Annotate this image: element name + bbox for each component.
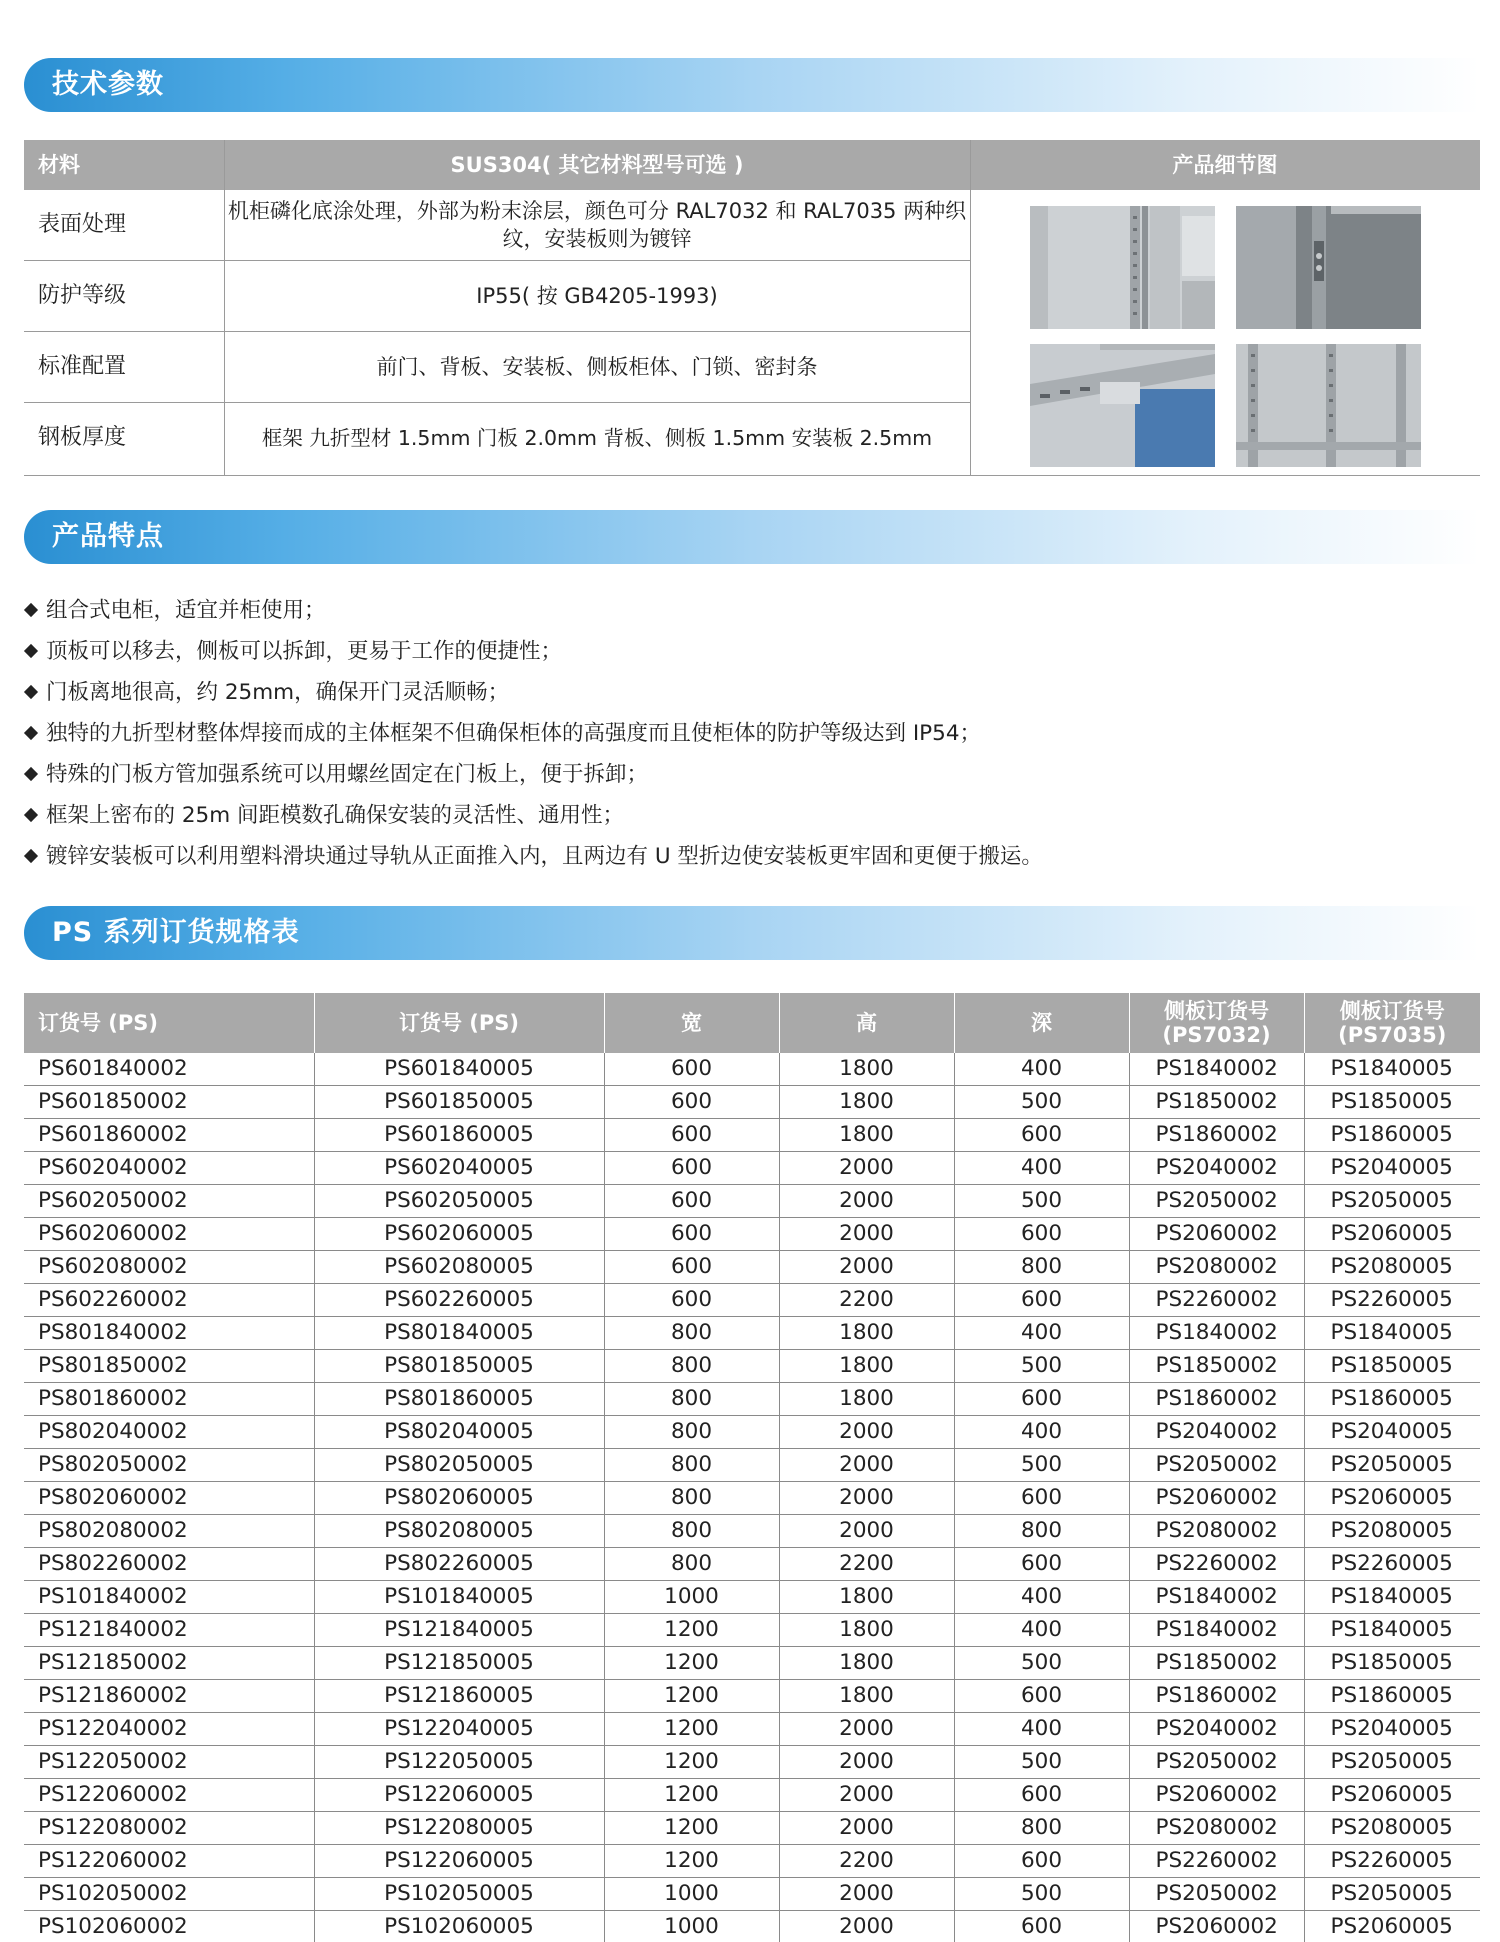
table-cell: PS122050002 (24, 1746, 314, 1779)
spec-row-label: 表面处理 (38, 212, 127, 237)
spec-row-value: 机柜磷化底涂处理，外部为粉末涂层，颜色可分 RAL7032 和 RAL7035 两种织纹，安装板则为镀锌 (227, 199, 967, 251)
spec-row (24, 190, 970, 261)
table-cell: PS2260002 (1129, 1284, 1304, 1317)
section-title: 技术参数 (52, 69, 164, 100)
table-cell: PS122060002 (24, 1845, 314, 1878)
feature-list (26, 590, 1466, 877)
table-row (24, 1317, 1480, 1350)
list-item: 特殊的门板方管加强系统可以用螺丝固定在门板上，便于拆卸； (26, 754, 1466, 795)
table-row (24, 1746, 1480, 1779)
table-cell: PS1840005 (1304, 1053, 1480, 1086)
table-cell: 500 (954, 1449, 1129, 1482)
table-cell: PS101840005 (314, 1581, 604, 1614)
table-row (24, 1152, 1480, 1185)
divider (970, 140, 971, 476)
table-cell: 400 (954, 1152, 1129, 1185)
table-cell: PS122080005 (314, 1812, 604, 1845)
table-cell: PS801850002 (24, 1350, 314, 1383)
table-cell: 500 (954, 1647, 1129, 1680)
table-cell: 600 (954, 1383, 1129, 1416)
table-cell: 2000 (779, 1812, 954, 1845)
table-row (24, 1350, 1480, 1383)
table-cell: 800 (604, 1548, 779, 1581)
table-cell: PS2080005 (1304, 1515, 1480, 1548)
table-cell: PS601840005 (314, 1053, 604, 1086)
list-item: 独特的九折型材整体焊接而成的主体框架不但确保柜体的高强度而且使柜体的防护等级达到 IP54； (26, 713, 1466, 754)
table-cell: PS102050002 (24, 1878, 314, 1911)
table-cell: 400 (954, 1614, 1129, 1647)
table-cell: PS1850002 (1129, 1086, 1304, 1119)
table-row (24, 1614, 1480, 1647)
table-cell: 2000 (779, 1779, 954, 1812)
spec-row-value: IP55( 按 GB4205-1993) (476, 284, 718, 308)
table-cell: 400 (954, 1317, 1129, 1350)
table-cell: PS2050002 (1129, 1746, 1304, 1779)
table-cell: 500 (954, 1185, 1129, 1218)
table-cell: PS121850005 (314, 1647, 604, 1680)
list-item: 门板离地很高，约 25mm，确保开门灵活顺畅； (26, 672, 1466, 713)
table-row (24, 1218, 1480, 1251)
table-cell: PS2050005 (1304, 1185, 1480, 1218)
table-cell: 2000 (779, 1251, 954, 1284)
section-banner-order (24, 906, 1480, 960)
table-cell: 2000 (779, 1218, 954, 1251)
table-cell: PS1860005 (1304, 1119, 1480, 1152)
table-cell: PS1840002 (1129, 1614, 1304, 1647)
table-cell: PS1860002 (1129, 1119, 1304, 1152)
table-cell: 600 (954, 1284, 1129, 1317)
table-row (24, 1482, 1480, 1515)
table-cell: PS802040005 (314, 1416, 604, 1449)
table-cell: 800 (954, 1251, 1129, 1284)
table-cell: PS122040002 (24, 1713, 314, 1746)
table-cell: PS601860005 (314, 1119, 604, 1152)
table-cell: 500 (954, 1350, 1129, 1383)
table-row (24, 1911, 1480, 1942)
table-cell: PS2080002 (1129, 1812, 1304, 1845)
table-row (24, 1086, 1480, 1119)
table-row (24, 1845, 1480, 1878)
section-title: PS 系列订货规格表 (52, 917, 300, 948)
table-cell: PS122040005 (314, 1713, 604, 1746)
diamond-bullet-icon (24, 644, 38, 658)
section-title: 产品特点 (52, 521, 164, 552)
table-cell: PS2060005 (1304, 1911, 1480, 1942)
table-cell: PS802060002 (24, 1482, 314, 1515)
column-header: 侧板订货号 (PS7035) (1304, 993, 1480, 1053)
spec-table (24, 140, 1480, 476)
table-cell: 800 (604, 1482, 779, 1515)
table-cell: 800 (604, 1383, 779, 1416)
column-header: 订货号 (PS) (314, 993, 604, 1053)
list-item: 镀锌安装板可以利用塑料滑块通过导轨从正面推入内，且两边有 U 型折边使安装板更牢固和更便于搬运。 (26, 836, 1466, 877)
table-cell: PS2060005 (1304, 1482, 1480, 1515)
table-cell: 500 (954, 1746, 1129, 1779)
table-cell: PS1850002 (1129, 1350, 1304, 1383)
table-cell: 2200 (779, 1845, 954, 1878)
table-cell: PS1840002 (1129, 1581, 1304, 1614)
table-cell: 1200 (604, 1647, 779, 1680)
table-cell: 2000 (779, 1878, 954, 1911)
table-cell: 800 (604, 1416, 779, 1449)
table-row (24, 1647, 1480, 1680)
table-cell: 1200 (604, 1680, 779, 1713)
table-cell: PS121850002 (24, 1647, 314, 1680)
table-cell: PS1840002 (1129, 1317, 1304, 1350)
table-cell: 1800 (779, 1581, 954, 1614)
table-cell: 600 (954, 1218, 1129, 1251)
table-cell: PS802040002 (24, 1416, 314, 1449)
table-cell: 1800 (779, 1647, 954, 1680)
table-cell: PS1840005 (1304, 1581, 1480, 1614)
spec-row (24, 261, 970, 332)
table-cell: PS801850005 (314, 1350, 604, 1383)
table-cell: PS602260005 (314, 1284, 604, 1317)
table-row (24, 1383, 1480, 1416)
table-cell: PS2040005 (1304, 1152, 1480, 1185)
table-cell: 1200 (604, 1845, 779, 1878)
table-cell: PS601850005 (314, 1086, 604, 1119)
diamond-bullet-icon (24, 849, 38, 863)
table-cell: PS2260005 (1304, 1845, 1480, 1878)
table-cell: 1200 (604, 1812, 779, 1845)
table-row (24, 1878, 1480, 1911)
table-cell: 1200 (604, 1614, 779, 1647)
table-cell: 1800 (779, 1383, 954, 1416)
table-cell: PS602080002 (24, 1251, 314, 1284)
table-cell: 600 (604, 1284, 779, 1317)
table-cell: PS602040002 (24, 1152, 314, 1185)
table-cell: PS1860005 (1304, 1383, 1480, 1416)
table-cell: PS802260002 (24, 1548, 314, 1581)
table-cell: PS122060005 (314, 1779, 604, 1812)
table-cell: PS122050005 (314, 1746, 604, 1779)
table-cell: 1800 (779, 1680, 954, 1713)
list-item: 顶板可以移去，侧板可以拆卸，更易于工作的便捷性； (26, 631, 1466, 672)
table-cell: PS2060002 (1129, 1482, 1304, 1515)
table-cell: 1800 (779, 1086, 954, 1119)
section-banner-features (24, 510, 1480, 564)
table-cell: 400 (954, 1053, 1129, 1086)
table-cell: 1000 (604, 1581, 779, 1614)
spec-row (24, 332, 970, 403)
table-cell: 600 (954, 1779, 1129, 1812)
table-cell: PS802060005 (314, 1482, 604, 1515)
table-cell: PS2040002 (1129, 1152, 1304, 1185)
table-cell: 800 (954, 1812, 1129, 1845)
table-cell: 500 (954, 1878, 1129, 1911)
product-detail-image (1030, 206, 1215, 329)
table-cell: PS1840005 (1304, 1614, 1480, 1647)
table-cell: 2000 (779, 1713, 954, 1746)
table-cell: PS2050002 (1129, 1449, 1304, 1482)
table-cell: PS2040005 (1304, 1416, 1480, 1449)
table-cell: 800 (604, 1449, 779, 1482)
table-cell: PS2060002 (1129, 1911, 1304, 1942)
table-cell: 600 (604, 1086, 779, 1119)
table-cell: PS121860005 (314, 1680, 604, 1713)
table-row (24, 1251, 1480, 1284)
table-cell: PS601840002 (24, 1053, 314, 1086)
table-cell: PS2260005 (1304, 1284, 1480, 1317)
table-row (24, 1449, 1480, 1482)
table-cell: PS802260005 (314, 1548, 604, 1581)
table-cell: PS1850005 (1304, 1350, 1480, 1383)
table-cell: 600 (954, 1911, 1129, 1942)
table-cell: PS2060005 (1304, 1218, 1480, 1251)
spec-row-value: 前门、背板、安装板、侧板柜体、门锁、密封条 (376, 355, 818, 379)
spec-header (24, 140, 1480, 190)
table-cell: PS1860005 (1304, 1680, 1480, 1713)
diamond-bullet-icon (24, 726, 38, 740)
table-cell: PS602260002 (24, 1284, 314, 1317)
table-cell: PS2080005 (1304, 1812, 1480, 1845)
table-cell: PS602050005 (314, 1185, 604, 1218)
table-cell: PS121840005 (314, 1614, 604, 1647)
table-cell: PS801840005 (314, 1317, 604, 1350)
table-cell: 800 (604, 1317, 779, 1350)
table-cell: PS601860002 (24, 1119, 314, 1152)
table-cell: PS602060005 (314, 1218, 604, 1251)
table-cell: PS2050002 (1129, 1185, 1304, 1218)
table-cell: PS122060005 (314, 1845, 604, 1878)
table-cell: 2000 (779, 1482, 954, 1515)
table-cell: PS2050005 (1304, 1449, 1480, 1482)
table-cell: PS802080005 (314, 1515, 604, 1548)
table-cell: 600 (604, 1119, 779, 1152)
table-cell: 600 (954, 1845, 1129, 1878)
divider (24, 475, 1480, 476)
diamond-bullet-icon (24, 767, 38, 781)
table-cell: PS121840002 (24, 1614, 314, 1647)
table-cell: PS802050005 (314, 1449, 604, 1482)
table-cell: 400 (954, 1713, 1129, 1746)
detail-label: 产品细节图 (1172, 153, 1278, 177)
table-cell: 2000 (779, 1746, 954, 1779)
table-cell: 1000 (604, 1878, 779, 1911)
table-cell: PS802080002 (24, 1515, 314, 1548)
table-cell: PS2080002 (1129, 1515, 1304, 1548)
product-detail-image (1236, 344, 1421, 467)
table-cell: PS122080002 (24, 1812, 314, 1845)
table-row (24, 1548, 1480, 1581)
table-row (24, 1680, 1480, 1713)
table-cell: 1800 (779, 1350, 954, 1383)
table-cell: 600 (954, 1680, 1129, 1713)
table-row (24, 1581, 1480, 1614)
spec-row-value: 框架 九折型材 1.5mm 门板 2.0mm 背板、侧板 1.5mm 安装板 2.5mm (261, 426, 933, 450)
table-cell: 2000 (779, 1416, 954, 1449)
table-cell: 1800 (779, 1053, 954, 1086)
table-cell: 400 (954, 1416, 1129, 1449)
table-cell: PS102050005 (314, 1878, 604, 1911)
table-cell: 2200 (779, 1284, 954, 1317)
table-cell: PS2050005 (1304, 1878, 1480, 1911)
table-cell: PS801860005 (314, 1383, 604, 1416)
spec-row-label: 钢板厚度 (38, 425, 127, 450)
table-cell: 800 (604, 1515, 779, 1548)
table-cell: PS2040002 (1129, 1713, 1304, 1746)
table-cell: PS102060005 (314, 1911, 604, 1942)
table-row (24, 1713, 1480, 1746)
table-cell: 2000 (779, 1911, 954, 1942)
column-header: 高 (779, 993, 954, 1053)
order-table (24, 993, 1480, 1942)
table-cell: 600 (604, 1218, 779, 1251)
table-cell: 2000 (779, 1515, 954, 1548)
table-cell: PS102060002 (24, 1911, 314, 1942)
table-cell: 2200 (779, 1548, 954, 1581)
column-header: 宽 (604, 993, 779, 1053)
table-cell: 1000 (604, 1911, 779, 1942)
spec-row-label: 标准配置 (38, 354, 127, 379)
diamond-bullet-icon (24, 685, 38, 699)
diamond-bullet-icon (24, 808, 38, 822)
table-cell: PS2060002 (1129, 1218, 1304, 1251)
table-cell: PS2040005 (1304, 1713, 1480, 1746)
table-cell: PS2060005 (1304, 1779, 1480, 1812)
material-label: 材料 (38, 153, 80, 177)
table-cell: 1800 (779, 1614, 954, 1647)
table-cell: PS1850005 (1304, 1647, 1480, 1680)
table-row (24, 1284, 1480, 1317)
spec-row-label: 防护等级 (38, 283, 127, 308)
table-cell: PS122060002 (24, 1779, 314, 1812)
table-cell: 800 (954, 1515, 1129, 1548)
table-cell: 800 (604, 1350, 779, 1383)
table-cell: 500 (954, 1086, 1129, 1119)
table-cell: 1800 (779, 1317, 954, 1350)
table-cell: PS101840002 (24, 1581, 314, 1614)
table-cell: 1200 (604, 1713, 779, 1746)
column-header: 订货号 (PS) (24, 993, 314, 1053)
table-cell: PS1850002 (1129, 1647, 1304, 1680)
table-cell: 1800 (779, 1119, 954, 1152)
material-value: SUS304( 其它材料型号可选 ) (450, 153, 744, 177)
table-cell: PS2080005 (1304, 1251, 1480, 1284)
table-cell: 1200 (604, 1746, 779, 1779)
table-cell: PS2260005 (1304, 1548, 1480, 1581)
order-table-body (24, 1053, 1480, 1942)
table-cell: 2000 (779, 1449, 954, 1482)
table-cell: PS602080005 (314, 1251, 604, 1284)
diamond-bullet-icon (24, 603, 38, 617)
table-row (24, 1416, 1480, 1449)
table-cell: PS602060002 (24, 1218, 314, 1251)
list-item: 组合式电柜，适宜并柜使用； (26, 590, 1466, 631)
product-detail-image (1236, 206, 1421, 329)
table-cell: PS2050005 (1304, 1746, 1480, 1779)
table-cell: 1200 (604, 1779, 779, 1812)
table-cell: 2000 (779, 1152, 954, 1185)
table-row (24, 1185, 1480, 1218)
table-cell: 400 (954, 1581, 1129, 1614)
table-header-row (24, 993, 1480, 1053)
table-row (24, 1812, 1480, 1845)
table-cell: PS801860002 (24, 1383, 314, 1416)
table-cell: 2000 (779, 1185, 954, 1218)
table-cell: PS801840002 (24, 1317, 314, 1350)
table-cell: PS2080002 (1129, 1251, 1304, 1284)
table-cell: PS2260002 (1129, 1845, 1304, 1878)
table-cell: 600 (604, 1251, 779, 1284)
table-cell: PS2050002 (1129, 1878, 1304, 1911)
table-cell: PS2040002 (1129, 1416, 1304, 1449)
list-item: 框架上密布的 25m 间距模数孔确保安装的灵活性、通用性； (26, 795, 1466, 836)
table-cell: 600 (604, 1053, 779, 1086)
table-row (24, 1515, 1480, 1548)
table-row (24, 1053, 1480, 1086)
table-cell: 600 (954, 1119, 1129, 1152)
table-cell: PS602050002 (24, 1185, 314, 1218)
column-header: 深 (954, 993, 1129, 1053)
divider (224, 140, 225, 476)
spec-row (24, 403, 970, 474)
column-header: 侧板订货号 (PS7032) (1129, 993, 1304, 1053)
table-cell: PS121860002 (24, 1680, 314, 1713)
table-cell: PS1840002 (1129, 1053, 1304, 1086)
table-cell: PS601850002 (24, 1086, 314, 1119)
table-cell: 600 (954, 1548, 1129, 1581)
table-cell: PS1850005 (1304, 1086, 1480, 1119)
table-cell: PS1840005 (1304, 1317, 1480, 1350)
product-detail-image (1030, 344, 1215, 467)
table-cell: PS802050002 (24, 1449, 314, 1482)
section-banner-tech (24, 58, 1480, 112)
table-cell: PS602040005 (314, 1152, 604, 1185)
table-cell: PS1860002 (1129, 1680, 1304, 1713)
table-cell: PS2060002 (1129, 1779, 1304, 1812)
table-cell: 600 (604, 1185, 779, 1218)
table-cell: PS1860002 (1129, 1383, 1304, 1416)
table-row (24, 1779, 1480, 1812)
table-cell: 600 (604, 1152, 779, 1185)
table-cell: 600 (954, 1482, 1129, 1515)
table-cell: PS2260002 (1129, 1548, 1304, 1581)
table-row (24, 1119, 1480, 1152)
